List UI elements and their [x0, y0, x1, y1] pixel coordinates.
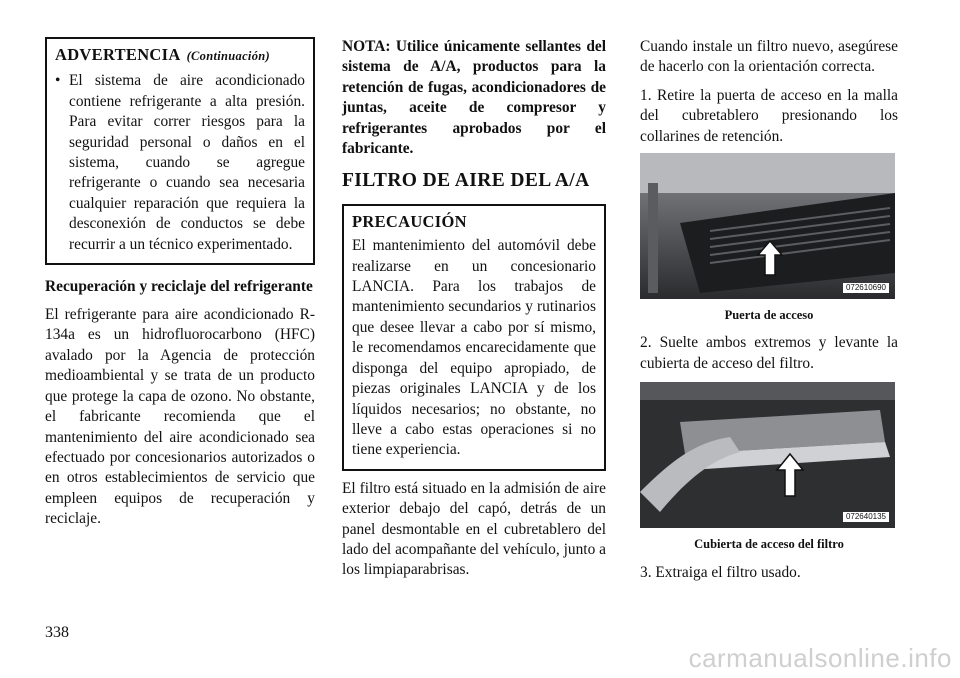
column-right	[640, 0, 898, 583]
warning-continued: (Continuación)	[186, 49, 270, 63]
step-3: 3. Extraiga el filtro usado.	[640, 563, 801, 581]
access-door-illustration	[640, 153, 895, 299]
warning-bullet	[55, 71, 305, 255]
watermark: carmanualsonline.info	[688, 643, 952, 673]
figure-code: 072640135	[843, 512, 889, 522]
caution-box	[342, 204, 606, 471]
section-title: FILTRO DE AIRE DEL A/A	[342, 170, 590, 192]
caution-text: El mantenimiento del automóvil debe realizarse en un concesionario LANCIA. Para los trabajos de mantenimiento secundarios y rutinarios que desee llevar a cabo por sí mismo, le recomendamos encarecidamente que disponga del equipo apropiado, de piezas originales LANCIA y de los líquidos necesarios; no obstante, no lleve a cabo estas operaciones si no tiene experiencia.	[352, 237, 596, 459]
warning-heading	[55, 45, 305, 66]
figure-2-caption: Cubierta de acceso del filtro	[694, 537, 844, 552]
page-number: 338	[45, 624, 69, 641]
figure-code: 072610690	[843, 283, 889, 293]
refrigerant-paragraph: El refrigerante para aire acondicionado R-134a es un hidrofluorocarbono (HFC) avalado por la Agencia de protección medioambiental y se trata de un producto que protege la capa de ozono. No obstante, el fabricante recomienda que el mantenimiento del aire acondicionado sea efectuado por concesionarios autorizados o en otros establecimientos de servicio que empleen equipos de recuperación y reciclaje.	[45, 306, 315, 528]
step-1: 1. Retire la puerta de acceso en la malla del cubretablero presionando los collarines de retención.	[640, 86, 898, 145]
warning-title: ADVERTENCIA	[55, 45, 181, 64]
access-door-photo	[640, 153, 895, 299]
bullet-dot-icon: •	[55, 72, 61, 90]
intro-paragraph: Cuando instale un filtro nuevo, asegúrese de hacerlo con la orientación correcta.	[640, 38, 898, 76]
subheading-refrigerant: Recuperación y reciclaje del refrigerante	[45, 278, 313, 296]
filter-cover-photo	[640, 382, 895, 528]
filter-location-paragraph: El filtro está situado en la admisión de aire exterior debajo del capó, detrás de un panel desmontable en el cubretablero del lado del acompañante del vehículo, junto a los limpiaparabrisas.	[342, 479, 606, 579]
column-middle	[342, 0, 606, 581]
filter-cover-illustration	[640, 382, 895, 528]
column-left	[45, 0, 315, 530]
note-paragraph: NOTA: Utilice únicamente sellantes del sistema de A/A, productos para la retención de fugas, acondicionadores de juntas, aceite de compresor y refrigerantes aprobados por el fabricante.	[342, 38, 606, 158]
warning-bullet-text: El sistema de aire acondicionado contiene refrigerante a alta presión. Para evitar correr riesgos para la seguridad personal o daños en el sistema, cuando se agregue refrigerante o cuando sea necesaria cualquier reparación que requiera la desconexión de conductos se debe recurrir a un técnico experimentado.	[69, 72, 305, 253]
step-2: 2. Suelte ambos extremos y levante la cubierta de acceso del filtro.	[640, 334, 898, 372]
figure-1-caption: Puerta de acceso	[724, 308, 814, 323]
warning-box	[45, 37, 315, 265]
caution-title: PRECAUCIÓN	[352, 211, 467, 231]
